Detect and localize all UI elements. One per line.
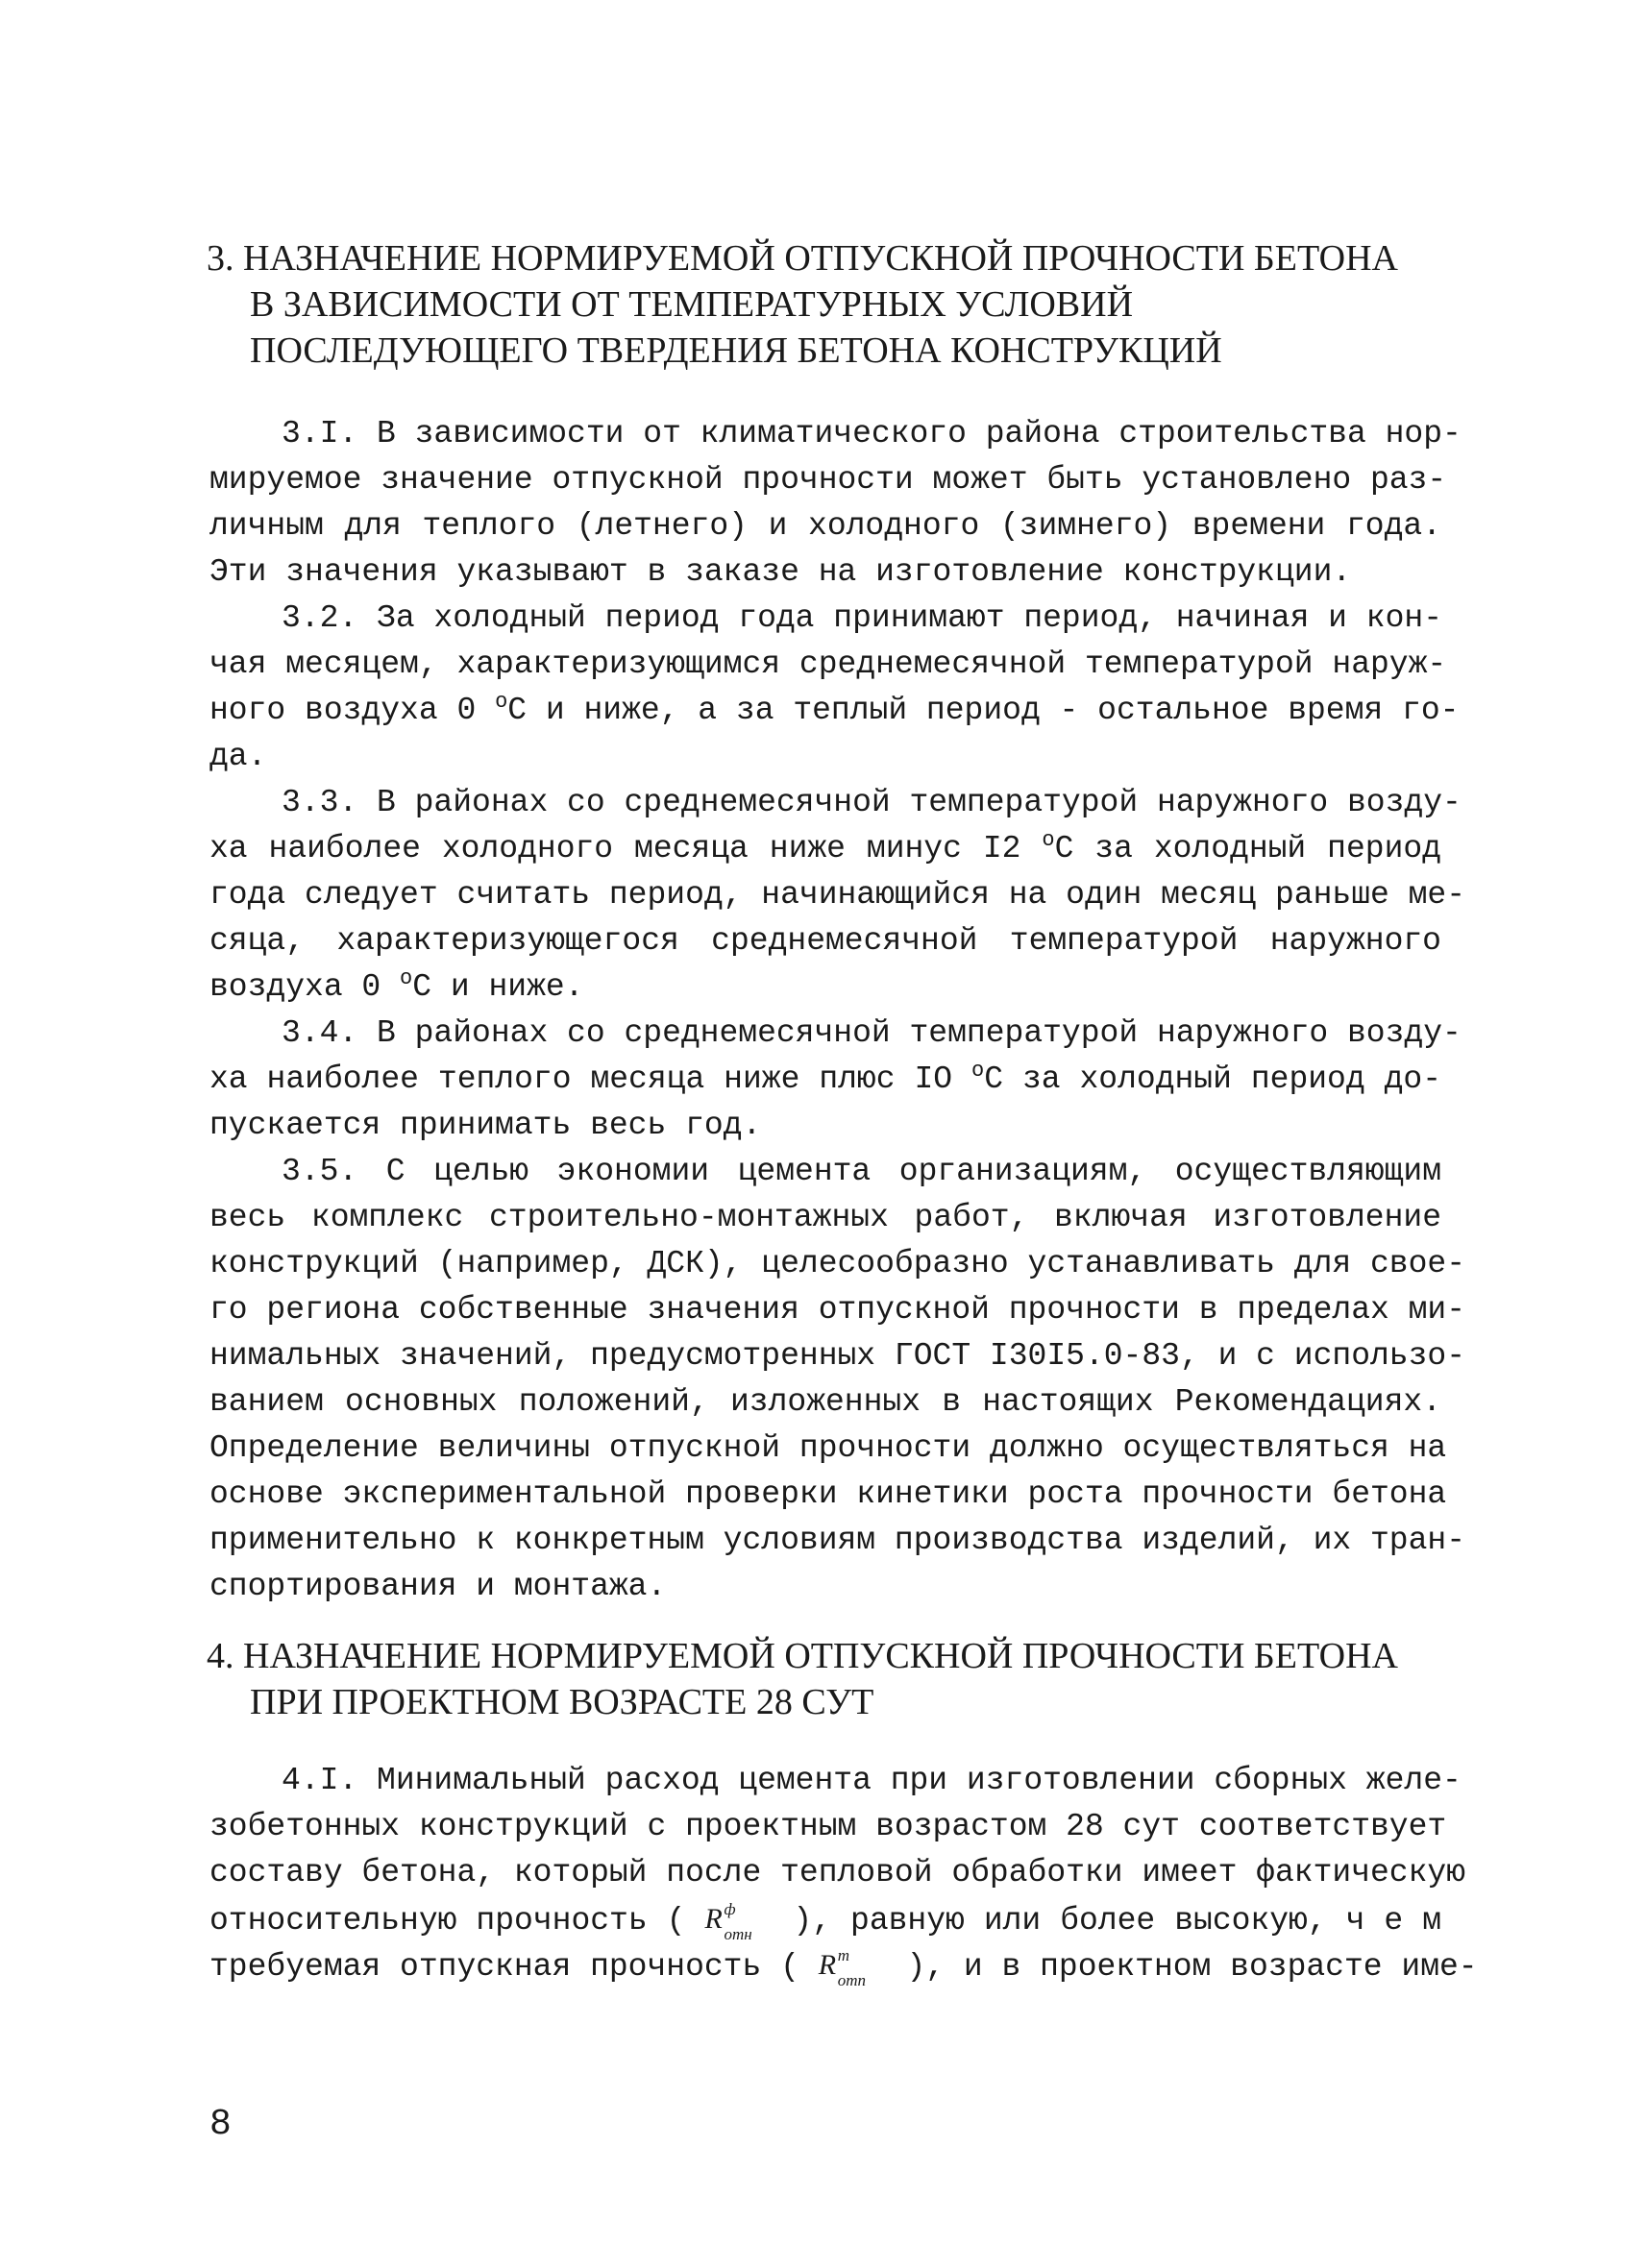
degree-superscript: o [495,690,508,714]
text-line: Эти значения указывают в заказе на изготовление конструкции. [209,554,1352,590]
text-line: пускается принимать весь год. [209,1108,762,1143]
text-line: сяца, характеризующегося среднемесячной температурой наружного [209,923,1441,959]
text-line [209,964,1441,1011]
text-line: мируемое значение отпускной прочности может быть установлено раз- [209,462,1447,498]
heading-line: 3. НАЗНАЧЕНИЕ НОРМИРУЕМОЙ ОТПУСКНОЙ ПРОЧНОСТИ БЕТОНА [207,238,1398,279]
paragraph-3-4 [209,1011,1462,1149]
text-fragment: ного воздуха 0 [209,693,496,728]
symbol-superscript: т [837,1946,849,1964]
text-fragment: C и ниже. [412,969,584,1005]
text-fragment: относительную прочность ( [209,1903,705,1939]
text-line: 3.3. В районах со среднемесячной температурой наружного возду- [282,785,1462,820]
text-fragment: C за холодный период [1054,831,1441,866]
text-line: конструкций (например, ДСК), целесообразно устанавливать для свое- [209,1246,1466,1281]
section-3-heading [207,235,1398,374]
paragraph-3-2 [209,596,1460,780]
text-line: ванием основных положений, изложенных в настоящих Рекомендациях. [209,1384,1441,1420]
text-line [209,1057,1441,1103]
page-number: 8 [209,2104,232,2145]
paragraph-4-1 [209,1758,1478,1989]
text-line: 3.5. С целью экономии цемента организациям, осуществляющим [282,1154,1441,1189]
degree-superscript: o [400,966,413,990]
heading-line: В ЗАВИСИМОСТИ ОТ ТЕМПЕРАТУРНЫХ УСЛОВИЙ [250,284,1134,325]
text-line: 3.4. В районах со среднемесячной температурой наружного возду- [282,1015,1462,1051]
text-line: го региона собственные значения отпускной прочности в пределах ми- [209,1292,1466,1328]
text-line [209,688,1460,734]
text-line: зобетонных конструкций с проектным возрастом 28 сут соответствует [209,1809,1447,1844]
text-line: основе экспериментальной проверки кинетики роста прочности бетона [209,1476,1447,1512]
text-fragment: ха наиболее холодного месяца ниже минус I2 [209,831,1043,866]
strength-symbol-actual [704,1896,774,1943]
text-line: спортирования и монтажа. [209,1569,667,1604]
strength-symbol-required [818,1942,888,1989]
paragraph-3-1 [209,411,1462,596]
text-fragment: C за холодный период до- [984,1061,1441,1097]
text-line: 3.I. В зависимости от климатического района строительства нор- [282,416,1462,451]
text-line: применительно к конкретным условиям производства изделий, их тран- [209,1523,1466,1558]
text-fragment: воздуха 0 [209,969,401,1005]
text-fragment: ха наиболее теплого месяца ниже плюс IO [209,1061,972,1097]
paragraph-3-5 [209,1149,1466,1610]
heading-line: 4. НАЗНАЧЕНИЕ НОРМИРУЕМОЙ ОТПУСКНОЙ ПРОЧНОСТИ БЕТОНА [207,1636,1398,1676]
text-line: Определение величины отпускной прочности должно осуществляться на [209,1430,1447,1466]
symbol-subscript: отн [724,1925,752,1943]
degree-superscript: o [1042,828,1055,852]
section-4-heading [207,1633,1398,1725]
text-line: 4.I. Минимальный расход цемента при изготовлении сборных желе- [282,1763,1462,1798]
text-line: 3.2. За холодный период года принимают период, начиная и кон- [282,600,1442,636]
text-line: года следует считать период, начинающийся на один месяц раньше ме- [209,877,1466,913]
symbol-base: R [818,1949,837,1981]
text-fragment: ), равную или более высокую, ч е м [774,1903,1441,1939]
symbol-superscript: ф [724,1900,736,1918]
text-line: чая месяцем, характеризующимся среднемесячной температурой наруж- [209,646,1447,682]
degree-superscript: o [971,1059,985,1083]
text-fragment: ), и в проектном возрасте име- [887,1949,1478,1985]
text-line: нимальных значений, предусмотренных ГОСТ I30I5.0-83, и с использо- [209,1338,1466,1374]
text-line: да. [209,739,267,774]
text-fragment: C и ниже, а за теплый период - остальное время го- [507,693,1460,728]
symbol-base: R [704,1903,723,1935]
paragraph-3-3 [209,780,1466,1011]
text-line [209,826,1441,872]
text-line [209,1896,1441,1942]
text-line [209,1942,1478,1989]
text-line: составу бетона, который после тепловой обработки имеет фактическую [209,1855,1466,1890]
symbol-subscript: отп [837,1971,866,1989]
text-line: личным для теплого (летнего) и холодного (зимнего) времени года. [209,508,1441,544]
heading-line: ПРИ ПРОЕКТНОМ ВОЗРАСТЕ 28 СУТ [250,1682,874,1722]
heading-line: ПОСЛЕДУЮЩЕГО ТВЕРДЕНИЯ БЕТОНА КОНСТРУКЦИЙ [250,330,1222,371]
text-fragment: требуемая отпускная прочность ( [209,1949,819,1985]
text-line: весь комплекс строительно-монтажных работ, включая изготовление [209,1200,1441,1235]
